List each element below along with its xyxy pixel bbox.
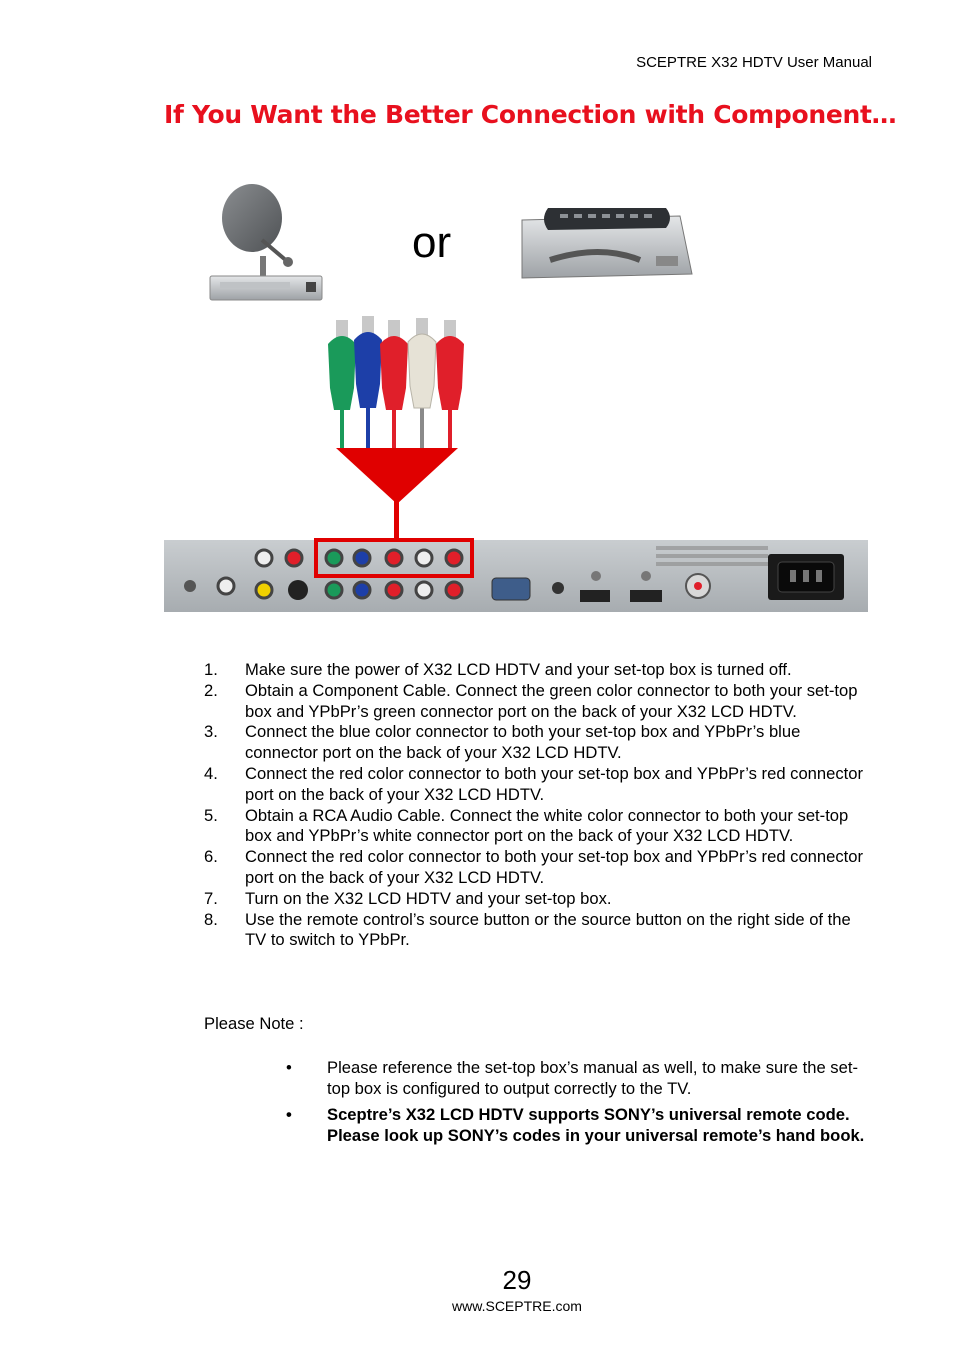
vga-port-icon <box>492 578 530 600</box>
list-item: 7. Turn on the X32 LCD HDTV and your set-top box. <box>204 888 612 908</box>
component-cable-icon <box>328 316 464 450</box>
white-plug <box>408 318 436 450</box>
tv-back-panel <box>164 540 868 612</box>
power-socket-icon <box>768 554 844 600</box>
blue-plug <box>354 316 382 450</box>
connection-diagram <box>160 178 872 618</box>
list-item: • Please reference the set-top box’s manual as well, to make sure the set-top box is configured to output correctly to the TV. <box>286 1058 858 1098</box>
remote-control-icon <box>544 208 670 230</box>
satellite-dish-icon <box>222 184 293 276</box>
list-item: 1. Make sure the power of X32 LCD HDTV and your set-top box is turned off. <box>204 660 792 679</box>
list-item: 6. Connect the red color connector to both your set-top box and YPbPr’s red connector port on the back of your X32 LCD HDTV. <box>204 847 864 887</box>
footer-url: www.SCEPTRE.com <box>452 1298 582 1314</box>
page-number: 29 <box>502 1265 532 1295</box>
red-audio-plug <box>436 320 464 450</box>
satellite-receiver-icon <box>210 276 322 300</box>
list-item: 8. Use the remote control’s source button or the source button on the right side of the TV to switch to YPbPr. <box>204 909 851 950</box>
or-label: or <box>412 218 452 267</box>
list-item: 5. Obtain a RCA Audio Cable. Connect the white color connector to both your set-top box and YPbPr’s white connector port on the back of your X32 LCD HDTV. <box>204 805 849 846</box>
list-item: • Sceptre’s X32 LCD HDTV supports SONY’s universal remote code. Please look up SONY’s codes in your universal remote’s hand book. <box>286 1105 865 1145</box>
header-title: SCEPTRE X32 HDTV User Manual <box>636 54 872 71</box>
connection-arrow-icon <box>336 448 458 542</box>
instruction-steps <box>204 660 874 951</box>
vent-grille <box>656 546 768 566</box>
list-item: 3. Connect the blue color connector to both your set-top box and YPbPr’s blue connector port on the back of your X32 LCD HDTV. <box>204 722 801 763</box>
green-plug <box>328 320 356 450</box>
note-label: Please Note : <box>204 1014 304 1033</box>
note-list <box>286 1057 876 1151</box>
red-plug <box>380 320 408 450</box>
section-heading: If You Want the Better Connection with Component… <box>164 100 897 129</box>
list-item: 2. Obtain a Component Cable. Connect the green color connector to both your set-top box and YPbPr’s green connector port on the back of your X32 LCD HDTV. <box>204 680 858 721</box>
antenna-port-icon <box>686 574 710 598</box>
list-item: 4. Connect the red color connector to both your set-top box and YPbPr’s red connector port on the back of your X32 LCD HDTV. <box>204 763 864 804</box>
